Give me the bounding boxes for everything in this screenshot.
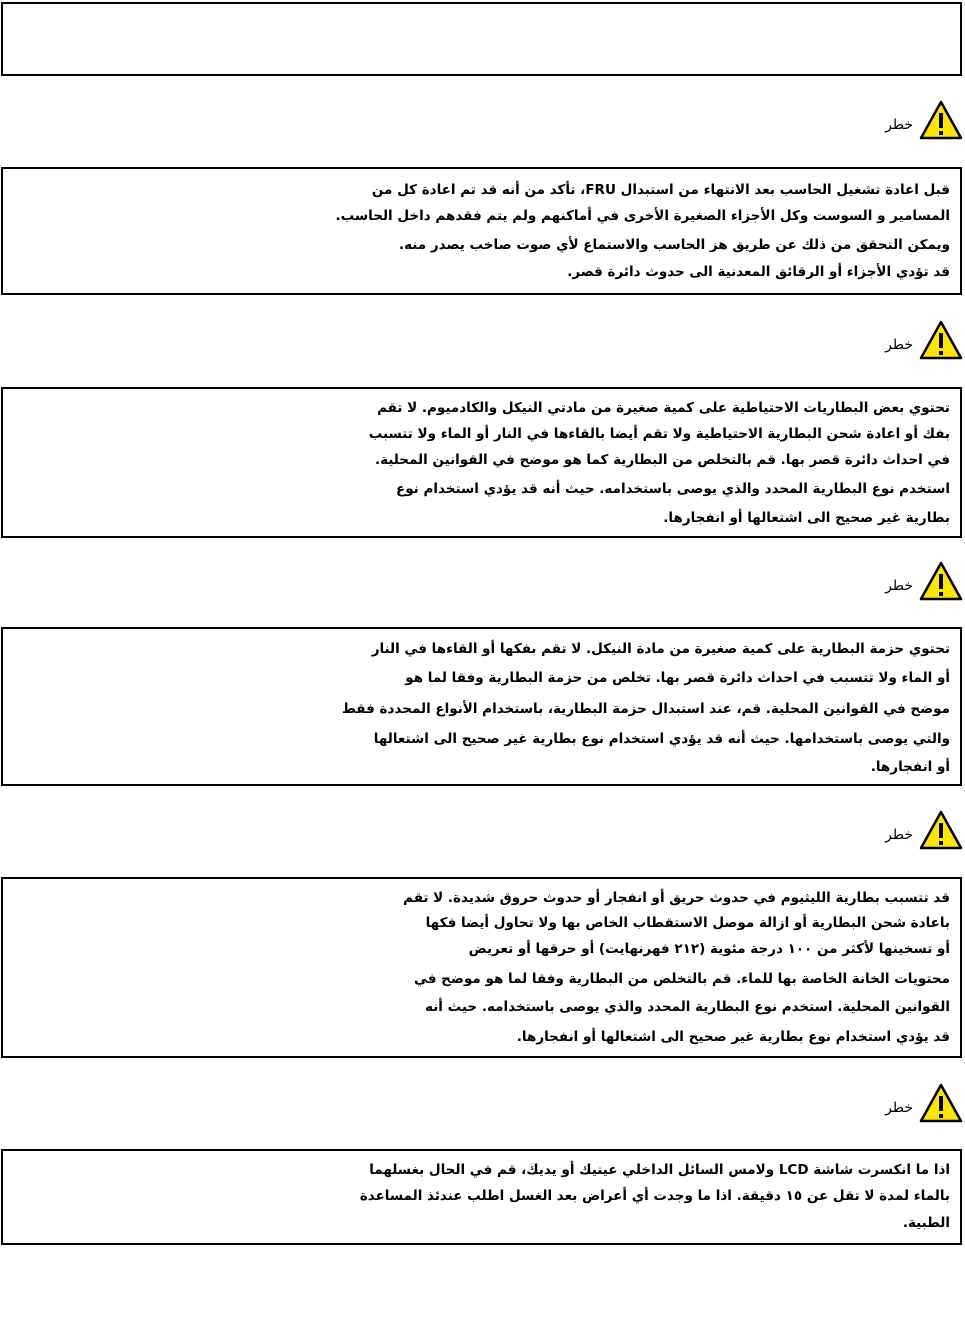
notice-line: والتي يوصى باستخدامها. حيث أنه قد يؤدي استخدام نوع بطارية غير صحيح الى اشتعالها: [373, 731, 950, 747]
notice-line: بفك أو اعادة شحن البطارية الاحتياطية ولا تقم أيضا بالقاءها في النار أو الماء ولا تتسبب: [368, 426, 950, 442]
danger-heading: [783, 100, 963, 140]
notice-line: باعادة شحن البطارية أو ازالة موصل الاستقطاب الخاص بها ولا تحاول أيضا فكها: [425, 915, 950, 931]
notice-box: [1, 1149, 962, 1245]
notice-line: قد تؤدي الأجزاء أو الرقائق المعدنية الى حدوث دائرة قصر.: [567, 264, 950, 280]
notice-line: محتويات الخانة الخاصة بها للماء. قم بالتخلص من البطارية وفقا لما هو موضح في: [413, 971, 950, 987]
danger-heading: [783, 1083, 963, 1123]
notice-box: [1, 387, 962, 538]
notice-line: تحتوي حزمة البطارية على كمية صغيرة من مادة النيكل. لا تقم بفكها أو القاءها في النار: [371, 641, 950, 657]
notice-line: الطبية.: [902, 1215, 950, 1231]
notice-line: قد يؤدي استخدام نوع بطارية غير صحيح الى اشتعالها أو انفجارها.: [516, 1029, 950, 1045]
notice-line: استخدم نوع البطارية المحدد والذي يوصى باستخدامه. حيث أنه قد يؤدي استخدام نوع: [395, 481, 950, 497]
notice-line: القوانين المحلية. استخدم نوع البطارية المحدد والذي يوصى باستخدامه. حيث أنه: [425, 999, 950, 1015]
danger-label: خطر: [885, 1100, 913, 1116]
notice-line: موضح في القوانين المحلية. قم، عند استبدال حزمة البطارية، باستخدام الأنواع المحددة فقط: [341, 701, 950, 717]
notice-line: تحتوي بعض البطاريات الاحتياطية على كمية صغيرة من مادتي النيكل والكادميوم. لا تقم: [377, 400, 950, 416]
notice-box: [1, 167, 962, 295]
warning-triangle-icon: [919, 100, 963, 140]
notice-line: أو الماء ولا تتسبب في احداث دائرة قصر بها. تخلص من حزمة البطارية وفقا لما هو: [405, 670, 950, 686]
notice-line: قد تتسبب بطارية الليثيوم في حدوث حريق أو انفجار أو حدوث حروق شديدة. لا تقم: [403, 890, 950, 906]
notice-line: بالماء لمدة لا تقل عن ١٥ دقيقة. اذا ما وجدت أي أعراض بعد الغسل اطلب عندئذ المساعدة: [359, 1188, 950, 1204]
notice-line: في احداث دائرة قصر بها. قم بالتخلص من البطارية كما هو موضح في القوانين المحلية.: [374, 452, 950, 468]
notice-line: بطارية غير صحيح الى اشتعالها أو انفجارها.: [663, 510, 950, 526]
danger-label: خطر: [885, 117, 913, 133]
warning-triangle-icon: [919, 561, 963, 601]
warning-triangle-icon: [919, 320, 963, 360]
notice-box: [1, 877, 962, 1058]
notice-box: [1, 627, 962, 786]
notice-line: قبل اعادة تشغيل الحاسب بعد الانتهاء من استبدال FRU، تأكد من أنه قد تم اعادة كل من: [371, 182, 950, 198]
notice-line: اذا ما انكسرت شاشة LCD ولامس السائل الداخلي عينيك أو يديك، قم في الحال بغسلهما: [369, 1162, 950, 1178]
notice-line: المسامير و السوست وكل الأجزاء الصغيرة الأخرى في أماكنهم ولم يتم فقدهم داخل الحاسب.: [335, 208, 950, 224]
warning-triangle-icon: [919, 810, 963, 850]
danger-heading: [783, 810, 963, 850]
danger-heading: [783, 561, 963, 601]
danger-label: خطر: [885, 578, 913, 594]
notice-line: أو تسخينها لأكثر من ١٠٠ درجة مئوية (٢١٢ فهرنهايت) أو حرقها أو تعريض: [468, 941, 950, 957]
danger-heading: [783, 320, 963, 360]
danger-label: خطر: [885, 337, 913, 353]
empty-notice-box: [1, 2, 962, 76]
danger-label: خطر: [885, 827, 913, 843]
notice-line: ويمكن التحقق من ذلك عن طريق هز الحاسب والاستماع لأي صوت صاخب يصدر منه.: [398, 237, 950, 253]
notice-line: أو انفجارها.: [870, 759, 950, 775]
warning-triangle-icon: [919, 1083, 963, 1123]
